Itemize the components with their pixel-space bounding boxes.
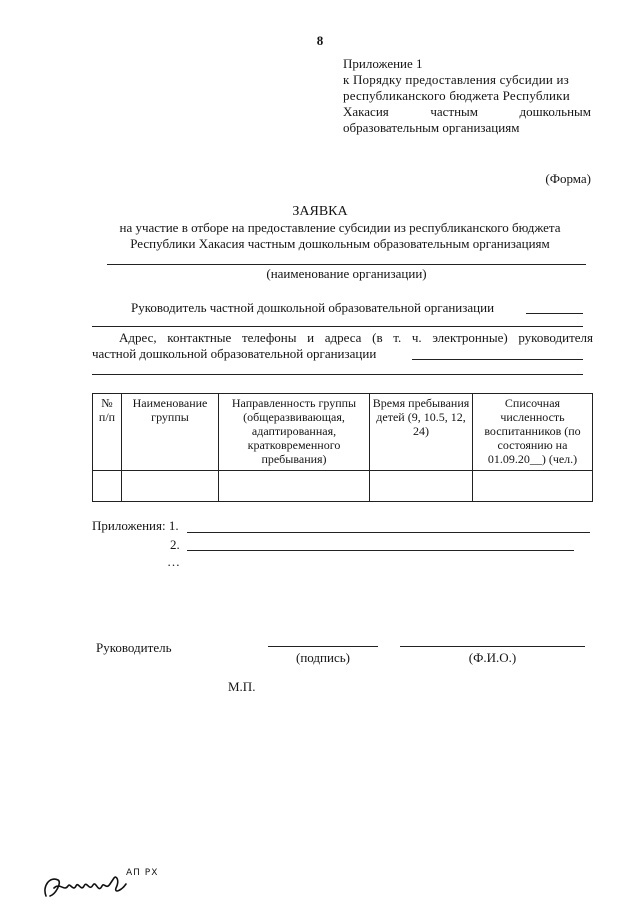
table-header-group-name: Наименование группы: [122, 394, 219, 471]
table-header-row: [93, 394, 593, 471]
appendix-word: частным: [430, 104, 478, 119]
attachment-item-2: 2.: [170, 537, 180, 552]
head-label: Руководитель частной дошкольной образовательной организации: [131, 300, 495, 315]
signature-line: [268, 646, 378, 647]
form-label: (Форма): [545, 171, 591, 186]
groups-table: [92, 393, 593, 502]
table-row: [93, 471, 593, 502]
subtitle-line: Республики Хакасия частным дошкольным образовательным организациям: [130, 236, 550, 251]
document-subtitle: [60, 220, 620, 252]
attachment-line-2: [187, 550, 574, 551]
subtitle-line: на участие в отборе на предоставление субсидии из республиканского бюджета: [119, 220, 561, 235]
signature-caption: (подпись): [296, 650, 350, 665]
name-line: [400, 646, 585, 647]
table-cell[interactable]: [370, 471, 473, 502]
head-name-line-2: [92, 326, 583, 327]
org-name-caption: (наименование организации): [266, 266, 427, 281]
address-field-line: [412, 359, 583, 360]
document-title: ЗАЯВКА: [292, 204, 348, 219]
address-line: частной дошкольной образовательной организации: [92, 346, 377, 361]
address-field-line-2: [92, 374, 583, 375]
name-caption: (Ф.И.О.): [468, 650, 517, 665]
appendix-line: к Порядку предоставления субсидии из: [343, 72, 570, 87]
head-name-line: [526, 313, 583, 314]
appendix-word: дошкольным: [519, 104, 591, 119]
appendix-title: Приложение 1: [343, 56, 423, 71]
appendix-word: Хакасия: [343, 104, 389, 119]
table-header-number: № п/п: [93, 394, 122, 471]
attachment-line-1: [187, 532, 590, 533]
seal-label: М.П.: [228, 679, 256, 694]
stamp-text: АП РХ: [126, 868, 159, 878]
table-cell[interactable]: [219, 471, 370, 502]
appendix-line: [343, 104, 591, 120]
page-number: 8: [316, 33, 324, 48]
table-header-stay-time: Время пребывания детей (9, 10.5, 12, 24): [370, 394, 473, 471]
signature-role: Руководитель: [96, 640, 172, 655]
org-name-line: [107, 264, 586, 265]
attachment-more: …: [167, 554, 180, 569]
appendix-line: образовательным организациям: [343, 120, 520, 135]
appendix-line: республиканского бюджета Республики: [343, 88, 570, 103]
table-cell[interactable]: [122, 471, 219, 502]
table-header-headcount: Списочная численность воспитанников (по состоянию на 01.09.20__) (чел.): [473, 394, 593, 471]
table-cell[interactable]: [473, 471, 593, 502]
appendix-block: [343, 56, 591, 136]
table-cell[interactable]: [93, 471, 122, 502]
attachments-label: Приложения: 1.: [92, 518, 179, 533]
address-line: Адрес, контактные телефоны и адреса (в т. ч. электронные) руководителя: [119, 330, 593, 345]
handwritten-signature: [40, 872, 130, 902]
table-header-direction: Направленность группы (общеразвивающая, адаптированная, кратковременного пребывания): [219, 394, 370, 471]
